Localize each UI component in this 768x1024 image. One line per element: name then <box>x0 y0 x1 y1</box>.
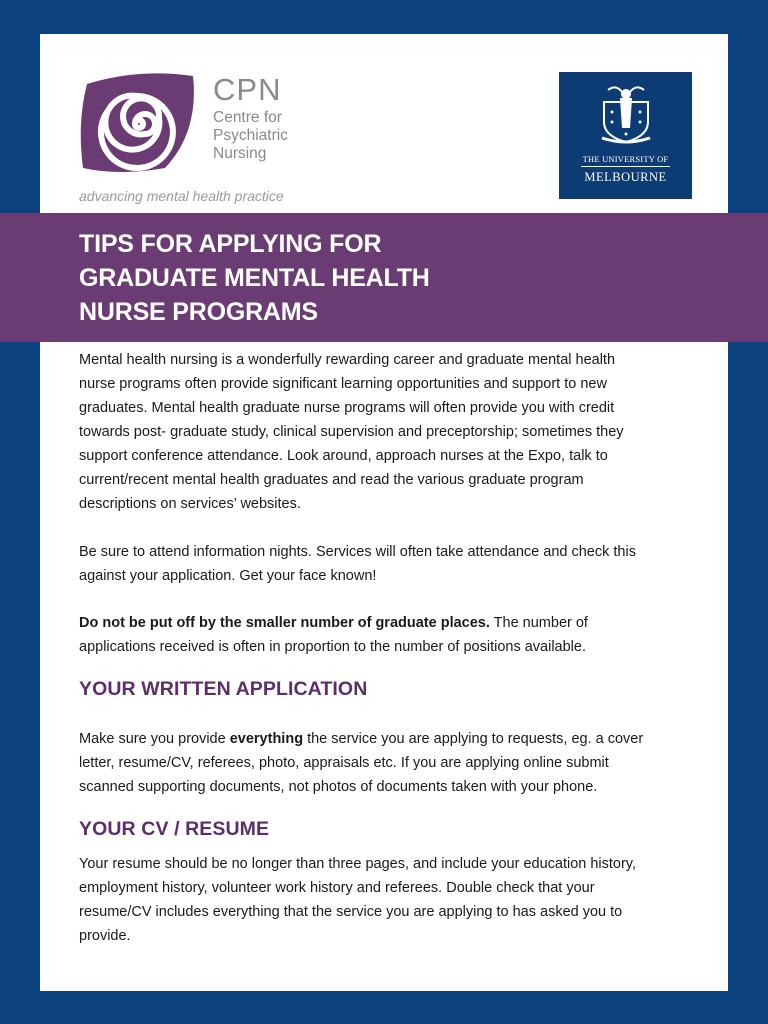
intro-line: descriptions on services’ websites. <box>79 496 301 512</box>
cv-line: Your resume should be no longer than three pages, and include your education history, <box>79 856 637 872</box>
places-bold-text: Do not be put off by the smaller number of graduate places. <box>79 615 490 631</box>
info-nights-paragraph <box>79 540 691 588</box>
title-line-3: NURSE PROGRAMS <box>79 298 318 326</box>
cpn-logo <box>79 72 309 172</box>
page-title <box>79 227 430 329</box>
intro-line: current/recent mental health graduates and read the various graduate program <box>79 472 584 488</box>
written-line-3: scanned supporting documents, not photos of documents taken with your phone. <box>79 779 598 795</box>
cv-line: provide. <box>79 928 131 944</box>
written-line-2: letter, resume/CV, referees, photo, appraisals etc. If you are applying online submit <box>79 755 609 771</box>
university-crest-icon <box>598 82 654 144</box>
university-of-melbourne-logo <box>559 72 692 199</box>
cpn-name-line-2: Psychiatric <box>213 127 288 144</box>
intro-line: towards post- graduate study, clinical supervision and preceptorship; sometimes they <box>79 424 624 440</box>
title-line-2: GRADUATE MENTAL HEALTH <box>79 264 430 292</box>
intro-line: support conference attendance. Look around, approach nurses at the Expo, talk to <box>79 448 608 464</box>
written-application-paragraph <box>79 727 691 799</box>
intro-line: graduates. Mental health graduate nurse programs will often provide you with credit <box>79 400 615 416</box>
cv-line: resume/CV includes everything that the service you are applying to has asked you to <box>79 904 623 920</box>
cpn-name-line-1: Centre for <box>213 109 282 126</box>
cpn-name-line-3: Nursing <box>213 145 267 162</box>
cpn-abbreviation: CPN <box>213 72 282 107</box>
logo-divider <box>581 166 670 167</box>
graduate-places-paragraph <box>79 611 691 659</box>
cv-resume-heading: YOUR CV / RESUME <box>79 818 270 840</box>
cpn-tagline: advancing mental health practice <box>79 188 284 204</box>
intro-paragraph <box>79 348 691 516</box>
title-banner <box>0 213 768 342</box>
written-text: the service you are applying to requests, eg. a cover <box>303 731 644 747</box>
intro-line: nurse programs often provide significant learning opportunities and support to new <box>79 376 607 392</box>
university-name-line-2: MELBOURNE <box>584 170 667 184</box>
places-text: The number of <box>489 615 588 631</box>
cv-resume-paragraph <box>79 852 691 948</box>
university-name-line-1: THE UNIVERSITY OF <box>582 154 669 164</box>
title-line-1: TIPS FOR APPLYING FOR <box>79 230 382 258</box>
cv-line: employment history, volunteer work history and referees. Double check that your <box>79 880 595 896</box>
info-nights-line: Be sure to attend information nights. Services will often take attendance and check this <box>79 544 636 560</box>
info-nights-line: against your application. Get your face known! <box>79 568 377 584</box>
written-text: Make sure you provide <box>79 731 230 747</box>
intro-line: Mental health nursing is a wonderfully rewarding career and graduate mental health <box>79 352 616 368</box>
written-bold-text: everything <box>229 731 304 747</box>
places-line-2: applications received is often in proportion to the number of positions available. <box>79 639 586 655</box>
written-application-heading: YOUR WRITTEN APPLICATION <box>79 678 368 700</box>
spiral-eye-icon <box>79 72 197 174</box>
